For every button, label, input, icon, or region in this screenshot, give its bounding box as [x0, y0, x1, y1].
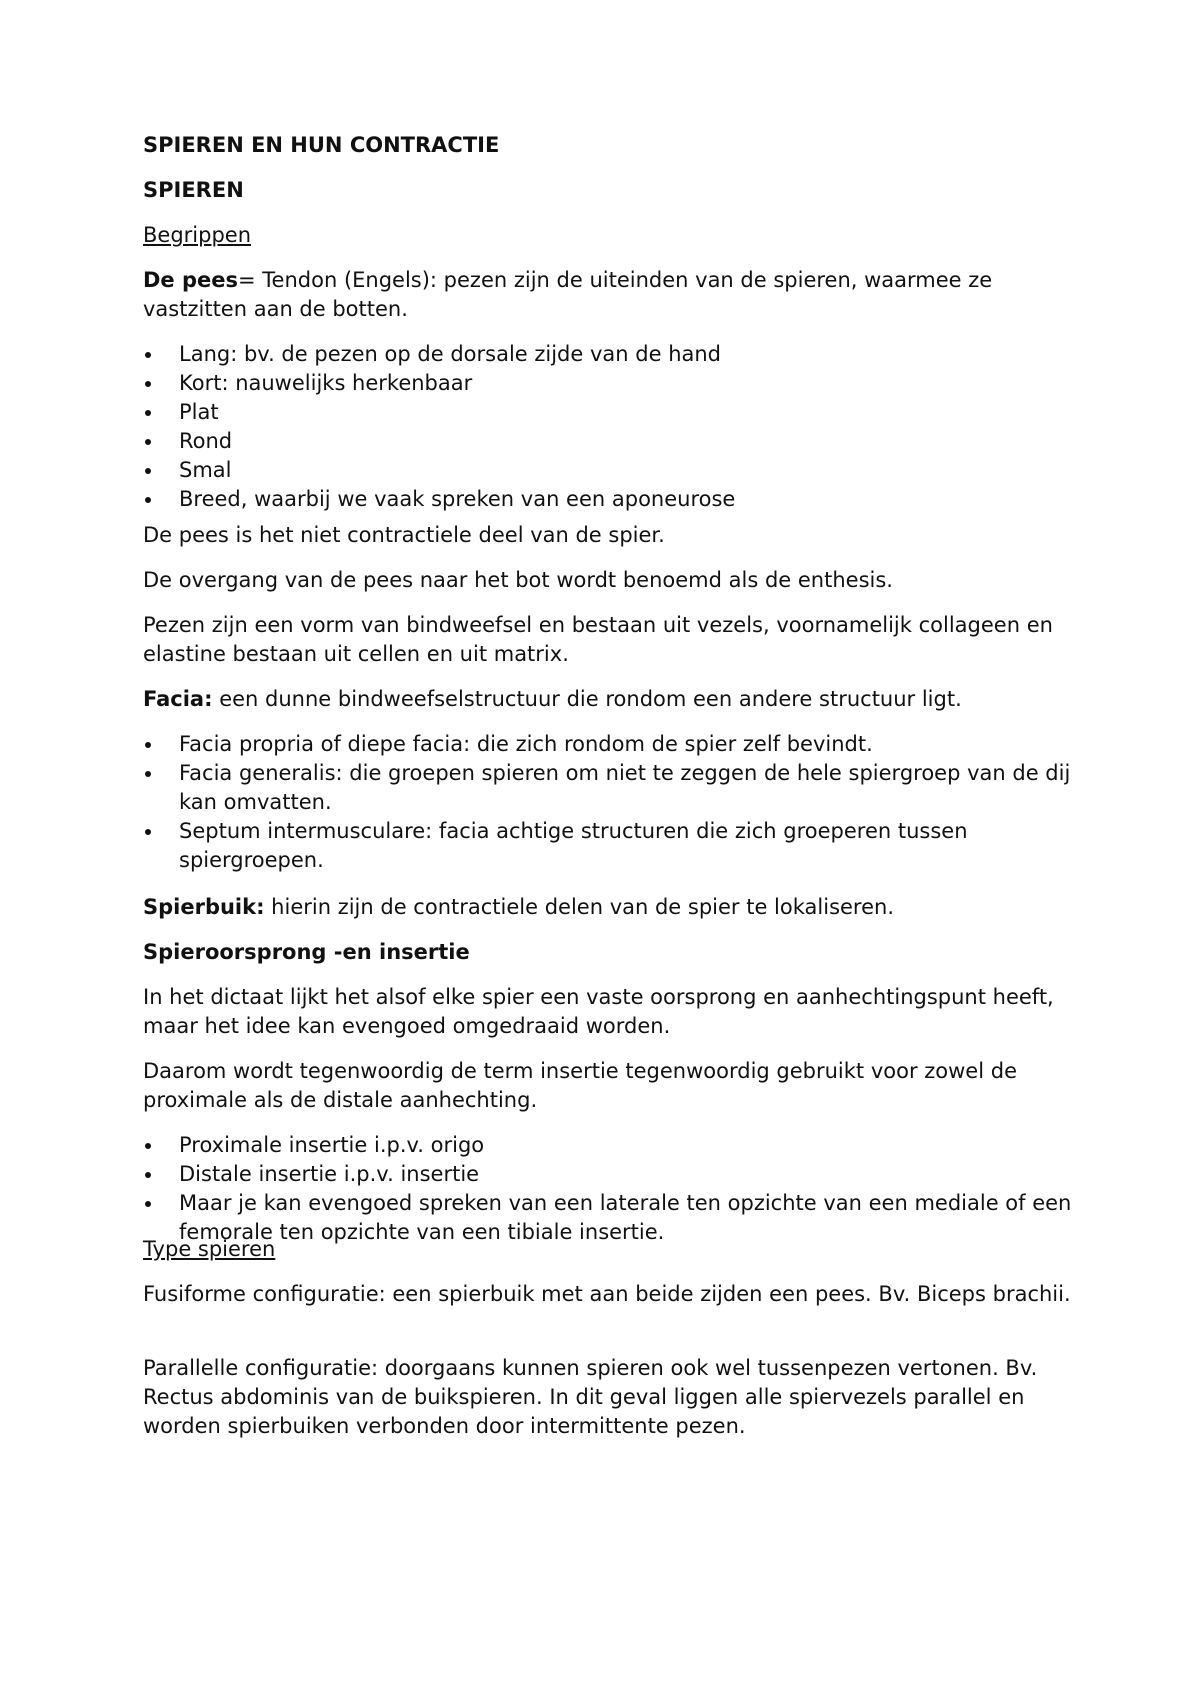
list-item: Proximale insertie i.p.v. origo [143, 1131, 1073, 1160]
list-item: Plat [143, 398, 1073, 427]
document-title: SPIEREN EN HUN CONTRACTIE [143, 133, 500, 157]
list-item: Rond [143, 427, 1073, 456]
list-item: Facia generalis: die groepen spieren om niet te zeggen de hele spiergroep van de dij kan omvatten. [143, 759, 1073, 817]
paragraph: De overgang van de pees naar het bot wordt benoemd als de enthesis. [143, 568, 893, 592]
list-item: Septum intermusculare: facia achtige structuren die zich groeperen tussen spiergroepen. [143, 817, 1073, 875]
oorsprong-heading: Spieroorsprong -en insertie [143, 940, 470, 964]
paragraph: De pees is het niet contractiele deel van de spier. [143, 523, 665, 547]
list-item: Lang: bv. de pezen op de dorsale zijde van de hand [143, 340, 1073, 369]
list-item: Facia propria of diepe facia: die zich rondom de spier zelf bevindt. [143, 730, 1073, 759]
paragraph: Fusiforme configuratie: een spierbuik met aan beide zijden een pees. Bv. Biceps brachii. [143, 1282, 1071, 1306]
subsection-begrippen: Begrippen [143, 223, 252, 247]
paragraph: Pezen zijn een vorm van bindweefsel en bestaan uit vezels, voornamelijk collageen en elastine bestaan uit cellen en uit matrix. [143, 613, 1053, 666]
paragraph: Daarom wordt tegenwoordig de term insertie tegenwoordig gebruikt voor zowel de proximale als de distale aanhechting. [143, 1059, 1017, 1112]
list-item: Smal [143, 456, 1073, 485]
subsection-type-spieren: Type spieren [143, 1237, 276, 1261]
spierbuik-definition: Spierbuik: hierin zijn de contractiele delen van de spier te lokaliseren. [143, 895, 895, 919]
paragraph: Parallelle configuratie: doorgaans kunnen spieren ook wel tussenpezen vertonen. Bv. Rectus abdominis van de buikspieren. In dit geval liggen alle spiervezels parallel en worden spierbuiken verbonden door intermittente pezen. [143, 1356, 1038, 1438]
pees-definition: De pees= Tendon (Engels): pezen zijn de uiteinden van de spieren, waarmee ze vastzitten aan de botten. [143, 268, 993, 321]
list-item: Maar je kan evengoed spreken van een laterale ten opzichte van een mediale of een femorale ten opzichte van een tibiale insertie. [143, 1189, 1073, 1247]
insertie-list [143, 1131, 1073, 1247]
section-title: SPIEREN [143, 178, 244, 202]
facia-definition: Facia: een dunne bindweefselstructuur die rondom een andere structuur ligt. [143, 687, 962, 711]
list-item: Kort: nauwelijks herkenbaar [143, 369, 1073, 398]
pees-list [143, 340, 1073, 514]
list-item: Breed, waarbij we vaak spreken van een aponeurose [143, 485, 1073, 514]
facia-list [143, 730, 1073, 875]
list-item: Distale insertie i.p.v. insertie [143, 1160, 1073, 1189]
paragraph: In het dictaat lijkt het alsof elke spier een vaste oorsprong en aanhechtingspunt heeft, maar het idee kan evengoed omgedraaid worden. [143, 985, 1054, 1038]
